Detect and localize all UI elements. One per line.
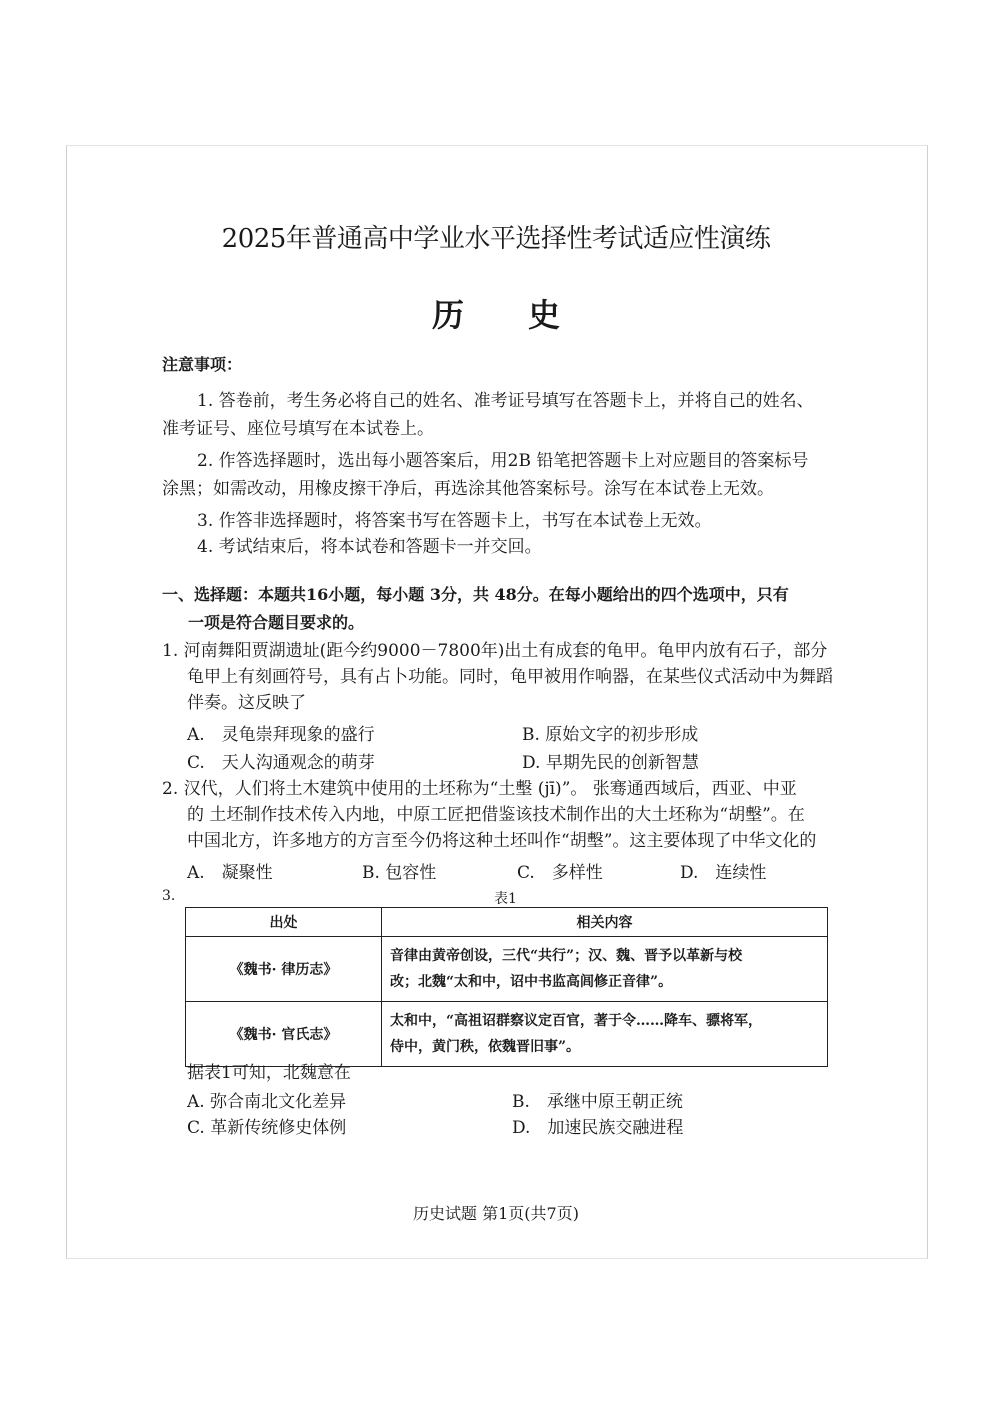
- content-line: 太和中，“高祖诏群察议定百官，著于令……降车、骠将军，: [390, 1013, 763, 1029]
- q2-option-a: A. 凝聚性: [187, 863, 273, 883]
- content-line: 音律由黄帝创设，三代“共行”；汉、魏、晋予以革新与校: [390, 948, 743, 964]
- q2-option-b: B. 包容性: [362, 863, 437, 883]
- content-line: 改；北魏“太和中，诏中书监高闾修正音律”。: [390, 974, 673, 990]
- q2-stem-line: 中国北方，许多地方的方言至今仍将这种土坯叫作“胡墼”。这主要体现了中华文化的: [187, 831, 817, 851]
- q1-stem-line: 龟甲上有刻画符号，具有占卜功能。同时，龟甲被用作响器，在某些仪式活动中为舞蹈: [187, 667, 833, 687]
- section-heading-cont: 一项是符合题目要求的。: [188, 613, 365, 632]
- row-content: [382, 937, 828, 1002]
- notice-line: 准考证号、座位号填写在本试卷上。: [162, 419, 434, 439]
- q2-stem-line: 的 土坯制作技术传入内地，中原工匠把借鉴该技术制作出的大土坯称为“胡墼”。在: [187, 805, 805, 825]
- notice-line: 4. 考试结束后，将本试卷和答题卡一并交回。: [197, 537, 542, 557]
- table-row: [186, 937, 828, 1002]
- subject-char-1: 历: [431, 296, 464, 334]
- content-line: 侍中，黄门秩，依魏晋旧事”。: [390, 1039, 581, 1055]
- q1-option-c: C. 天人沟通观念的萌芽: [187, 753, 375, 773]
- q1-option-d: D. 早期先民的创新智慧: [522, 753, 699, 773]
- section-heading: 一、选择题：本题共16小题，每小题 3分，共 48分。在每小题给出的四个选项中，只有: [162, 585, 789, 604]
- page-footer: 历史试题 第1页(共7页): [413, 1204, 579, 1223]
- q2-stem-line: 2. 汉代，人们将土木建筑中使用的土坯称为“土墼 (jī)”。 张骞通西域后，西亚、中亚: [162, 779, 797, 799]
- row-source: 《魏书· 律历志》: [186, 937, 382, 1002]
- notice-heading: 注意事项：: [162, 355, 243, 374]
- notice-line: 3. 作答非选择题时，将答案书写在答题卡上，书写在本试卷上无效。: [197, 511, 712, 531]
- notice-line: 1. 答卷前，考生务必将自己的姓名、准考证号填写在答题卡上，并将自己的姓名、: [197, 391, 814, 411]
- header-content: 相关内容: [382, 908, 828, 937]
- q3-option-a: A. 弥合南北文化差异: [187, 1092, 347, 1112]
- q1-option-a: A. 灵龟崇拜现象的盛行: [187, 725, 375, 745]
- q3-stem: 据表1可知，北魏意在: [187, 1063, 351, 1083]
- source-table: [185, 907, 828, 1067]
- row-content: [382, 1002, 828, 1067]
- table-row: [186, 1002, 828, 1067]
- header-source: 出处: [186, 908, 382, 937]
- row-source: 《魏书· 官氏志》: [186, 1002, 382, 1067]
- table-header-row: [186, 908, 828, 937]
- notice-line: 涂黑；如需改动，用橡皮擦干净后，再选涂其他答案标号。涂写在本试卷上无效。: [162, 479, 774, 499]
- subject-title: [0, 290, 992, 336]
- q2-option-d: D. 连续性: [680, 863, 767, 883]
- q3-number: 3.: [162, 888, 176, 904]
- q2-option-c: C. 多样性: [517, 863, 603, 883]
- subject-char-2: 史: [528, 296, 561, 334]
- q1-stem-line: 伴奏。这反映了: [187, 693, 306, 713]
- q1-stem-line: 1. 河南舞阳贾湖遗址(距今约9000－7800年)出土有成套的龟甲。龟甲内放有石子，部分: [162, 641, 828, 661]
- table-caption: 表1: [494, 891, 517, 907]
- q3-option-d: D. 加速民族交融进程: [512, 1118, 684, 1138]
- notice-line: 2. 作答选择题时，选出每小题答案后，用2B 铅笔把答题卡上对应题目的答案标号: [197, 451, 809, 471]
- q3-option-b: B. 承继中原王朝正统: [512, 1092, 683, 1112]
- q1-option-b: B. 原始文字的初步形成: [522, 725, 699, 745]
- q3-option-c: C. 革新传统修史体例: [187, 1118, 347, 1138]
- exam-title: 2025年普通高中学业水平选择性考试适应性演练: [221, 224, 771, 254]
